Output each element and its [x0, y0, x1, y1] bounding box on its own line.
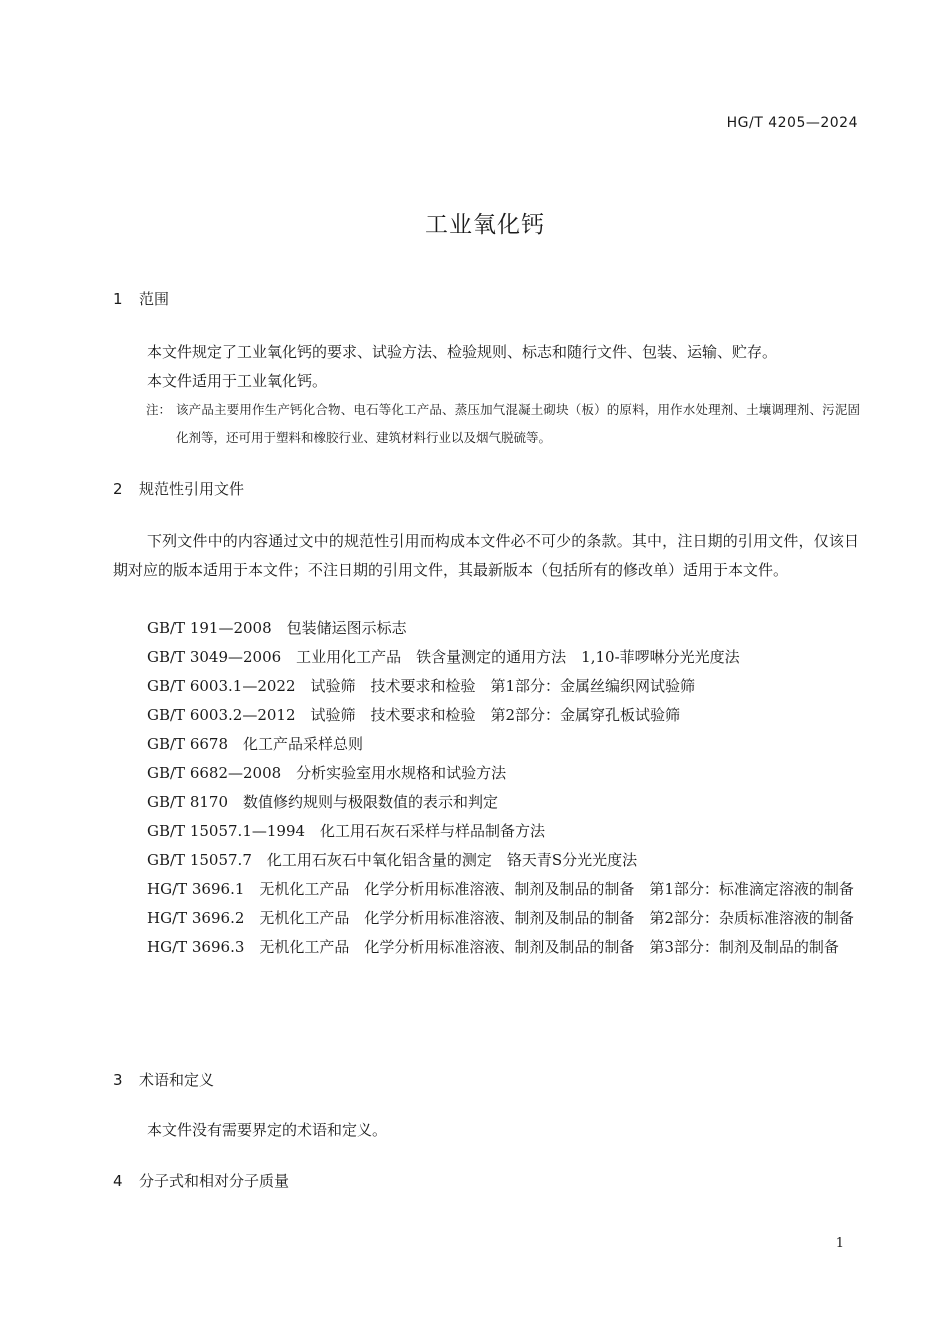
section-number: 4: [113, 1172, 123, 1190]
terms-text: 本文件没有需要界定的术语和定义。: [147, 1121, 388, 1139]
section-heading-terms: [113, 1069, 214, 1090]
section-number: 3: [113, 1071, 123, 1089]
document-title: 工业氧化钙: [425, 212, 545, 238]
reference-item: GB/T 6682—2008 分析实验室用水规格和试验方法: [147, 764, 507, 782]
scope-note: [146, 396, 860, 452]
reference-item: HG/T 3696.2 无机化工产品 化学分析用标准溶液、制剂及制品的制备 第2部分：杂质标准溶液的制备: [147, 909, 854, 927]
normative-intro: [113, 527, 859, 585]
section-title: 术语和定义: [139, 1071, 215, 1089]
section-heading-formula: [113, 1170, 289, 1191]
section-title: 范围: [139, 290, 170, 308]
scope-paragraph-2: 本文件适用于工业氧化钙。: [147, 372, 328, 390]
note-text: 该产品主要用作生产钙化合物、电石等化工产品、蒸压加气混凝土砌块（板）的原料，用作水处理剂、土壤调理剂、污泥固化剂等，还可用于塑料和橡胶行业、建筑材料行业以及烟气脱硫等。: [176, 402, 860, 445]
reference-item: GB/T 15057.7 化工用石灰石中氧化铝含量的测定 铬天青S分光光度法: [147, 851, 638, 869]
reference-item: GB/T 191—2008 包装储运图示标志: [147, 619, 407, 637]
reference-item: HG/T 3696.1 无机化工产品 化学分析用标准溶液、制剂及制品的制备 第1部分：标准滴定溶液的制备: [147, 880, 854, 898]
reference-item: GB/T 6003.2—2012 试验筛 技术要求和检验 第2部分：金属穿孔板试验筛: [147, 706, 681, 724]
section-title: 规范性引用文件: [139, 480, 245, 498]
reference-item: HG/T 3696.3 无机化工产品 化学分析用标准溶液、制剂及制品的制备 第3部分：制剂及制品的制备: [147, 938, 839, 956]
normative-intro-text: 下列文件中的内容通过文中的规范性引用而构成本文件必不可少的条款。其中，注日期的引用文件，仅该日期对应的版本适用于本文件；不注日期的引用文件，其最新版本（包括所有的修改单）适用于本文件。: [113, 532, 859, 579]
page-number: 1: [835, 1236, 844, 1251]
scope-paragraphs: [113, 338, 859, 396]
section-heading-normative: [113, 478, 244, 499]
reference-item: GB/T 15057.1—1994 化工用石灰石采样与样品制备方法: [147, 822, 546, 840]
section-heading-scope: [113, 288, 169, 309]
reference-item: GB/T 6678 化工产品采样总则: [147, 735, 364, 753]
terms-paragraph: [113, 1116, 859, 1145]
reference-item: GB/T 3049—2006 工业用化工产品 铁含量测定的通用方法 1,10-菲啰啉分光光度法: [147, 648, 740, 666]
reference-item: GB/T 6003.1—2022 试验筛 技术要求和检验 第1部分：金属丝编织网试验筛: [147, 677, 696, 695]
section-title: 分子式和相对分子质量: [139, 1172, 290, 1190]
standard-code: HG/T 4205—2024: [726, 115, 858, 131]
note-label: 注：: [146, 402, 172, 417]
reference-list: [113, 614, 859, 962]
reference-item: GB/T 8170 数值修约规则与极限数值的表示和判定: [147, 793, 499, 811]
section-number: 2: [113, 480, 123, 498]
scope-paragraph-1: 本文件规定了工业氧化钙的要求、试验方法、检验规则、标志和随行文件、包装、运输、贮存。: [147, 343, 778, 361]
section-number: 1: [113, 290, 123, 308]
